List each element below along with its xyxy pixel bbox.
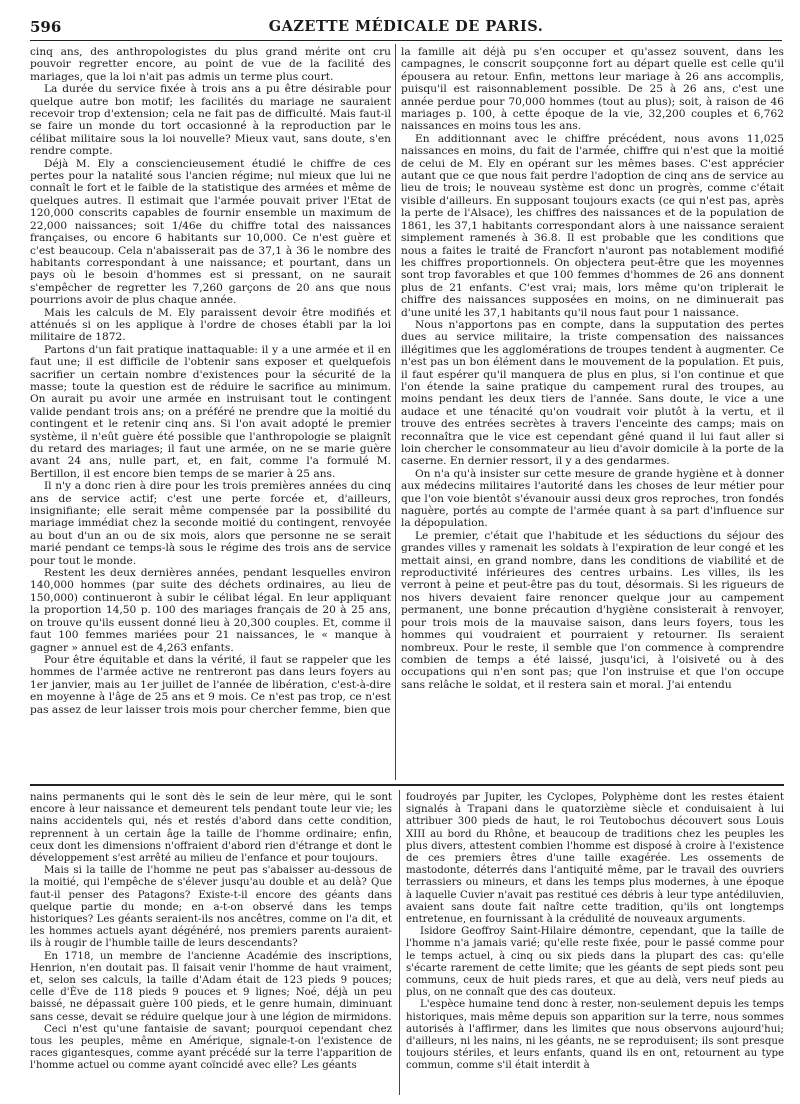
paragraph: Mais les calculs de M. Ely paraissent devoir être modifiés et atténués si on les applique à l'ordre de choses établi par la loi militaire de 1872. [30, 306, 391, 344]
paragraph: Partons d'un fait pratique inattaquable: il y a une armée et il en faut une; il est difficile de l'obtenir sans exposer et quelquefois sacrifier un certain nombre d'existences pour la sécurité de la masse; toute la question est de réduire le sacrifice au minimum. On aurait pu avoir une armée en instruisant tout le contingent valide pendant trois ans; on a préféré ne prendre que la moitié du contingent et le retenir cinq ans. Si l'on avait adopté le premier système, il n'eût guère été possible que l'anthropologie se plaignît du retard des mariages; il faut une armée, on ne se marie guère avant 24 ans, nulle part, et, en fait, comme l'a formulé M. Bertillon, il est encore bien temps de se marier à 25 ans. [30, 343, 391, 480]
journal-title: GAZETTE MÉDICALE DE PARIS. [268, 18, 544, 35]
paragraph: Restent les deux dernières années, pendant lesquelles environ 140,000 hommes (par suite des déchets ordinaires, au lieu de 150,000) continueront à subir le célibat légal. En leur appliquant la proportion 14,50 p. 100 des mariages français de 20 à 25 ans, on trouve qu'ils eussent donné lieu à 20,300 couples. Et, comme il faut 100 femmes mariées pour 21 naissances, le « manque à gagner » annuel est de 4,263 enfants. [30, 567, 391, 654]
paragraph: nains permanents qui le sont dès le sein de leur mère, qui le sont encore à leur naissance et demeurent tels pendant toute leur vie; les nains accidentels qui, nés et restés d'abord dans cette condition, reprennent à un certain âge la taille de l'homme ordinaire; enfin, ceux dont les dimensions n'offraient d'abord rien d'étrange et dont le développement s'est arrêté au milieu de l'enfance et pour toujours. [30, 792, 392, 865]
lower-right-column [406, 792, 784, 1092]
paragraph: foudroyés par Jupiter, les Cyclopes, Polyphème dont les restes étaient signalés à Trapani dans le quatorzième siècle et conduisaient à lui attribuer 300 pieds de haut, le roi Teutobochus découvert sous Louis XIII au bord du Rhône, et beaucoup de traditions chez les peuples les plus divers, attestent combien l'homme est disposé à croire à l'existence de ces premiers êtres d'une taille exagérée. Les ossements de mastodonte, déterrés dans l'antiquité même, par le travail des ouvriers terrassiers ou mineurs, et dans les temps plus modernes, à une époque à laquelle Cuvier n'avait pas restitué ces débris à leur type antédiluvien, avaient sans doute fait naître cette tradition, qu'ils ont longtemps entretenue, en fournissant à la crédulité de nouveaux arguments. [406, 792, 784, 926]
page-header [30, 14, 782, 41]
paragraph: L'espèce humaine tend donc à rester, non-seulement depuis les temps historiques, mais même depuis son apparition sur la terre, nous sommes autorisés à l'affirmer, dans les limites que nous observons aujourd'hui; d'ailleurs, ni les nains, ni les géants, ne se reproduisent; ils sont presque toujours stériles, et leurs enfants, quand ils en ont, retournent au type commun, comme s'il était interdit à [406, 999, 784, 1072]
paragraph: Pour être équitable et dans la vérité, il faut se rappeler que les hommes de l'armée active ne rentreront pas dans leurs foyers au 1er janvier, mais au 1er juillet de l'année de libération, c'est-à-dire en moyenne à l'âge de 25 ans et 9 mois. Ce n'est pas trop, ce n'est pas assez de leur laisser trois mois pour chercher femme, bien que [30, 653, 391, 716]
upper-right-column [401, 46, 784, 778]
paragraph: Ceci n'est qu'une fantaisie de savant; pourquoi cependant chez tous les peuples, même en Amérique, signale-t-on l'existence de races gigantesques, comme ayant précédé sur la terre l'apparition de l'homme actuel ou comme ayant coïncidé avec elle? Les géants [30, 1023, 392, 1072]
paragraph: cinq ans, des anthropologistes du plus grand mérite ont cru pouvoir regretter encore, au point de vue de la facilité des mariages, que la loi n'ait pas admis un terme plus court. [30, 46, 391, 83]
paragraph: Déjà M. Ely a consciencieusement étudié le chiffre de ces pertes pour la natalité sous l'ancien régime; nul mieux que lui ne connaît le fort et le faible de la statistique des armées et même de quelques autres. Il estimait que l'armée pouvait priver l'Etat de 120,000 conscrits capables de fournir ensemble un maximum de 22,000 naissances; soit 1/46e du chiffre total des naissances françaises, ou encore 6 habitants sur 10,000. Ce n'est guère et c'est beaucoup. Cela n'abaisserait pas de 37,1 à 36 le nombre des habitants correspondant à une naissance; et pourtant, dans un pays où le besoin d'hommes est si pressant, on ne saurait s'empêcher de regretter les 7,260 garçons de 20 ans que nous pourrions avoir de plus chaque année. [30, 157, 391, 307]
section-divider [30, 784, 784, 786]
paragraph: En 1718, un membre de l'ancienne Académie des inscriptions, Henrion, n'en doutait pas. Il faisait venir l'homme de haut vraiment, et, selon ses calculs, la taille d'Adam était de 123 pieds 9 pouces; celle d'Ève de 118 pieds 9 pouces et 9 lignes; Noé, déjà un peu baissé, ne dépassait guère 100 pieds, et le genre humain, diminuant sans cesse, devait se réduire quelque jour à une légion de mirmidons. [30, 950, 392, 1023]
paragraph: Isidore Geoffroy Saint-Hilaire démontre, cependant, que la taille de l'homme n'a jamais varié; qu'elle reste fixée, pour le passé comme pour le temps actuel, à cinq ou six pieds dans la plupart des cas: qu'elle s'écarte rarement de cette limite; que les géants de sept pieds sont peu communs, ceux de huit pieds rares, et que au delà, vers neuf pieds au plus, on ne connaît que des cas douteux. [406, 926, 784, 999]
paragraph: Le premier, c'était que l'habitude et les séductions du séjour des grandes villes y ramenait les soldats à l'expiration de leur congé et les mettait ainsi, en grand nombre, dans les conditions de viabilité et de reproductivité inférieures des centres urbains. Les villes, ils les verront à peine et peut-être pas du tout, désormais. Si les rigueurs de nos hivers devaient faire renoncer quelque jour au campement permanent, une bonne précaution d'hygiène consisterait à renvoyer, pour trois mois de la mauvaise saison, dans leurs foyers, tous les hommes qui voudraient et pourraient y retourner. Ils seraient nombreux. Pour le reste, il semble que l'on commence à comprendre combien de temps a été laissé, jusqu'ici, à l'oisiveté ou à des occupations qui n'en sont pas; que l'on instruise et que l'on occupe sans relâche le soldat, et il restera sain et moral. J'ai entendu [401, 529, 784, 691]
paragraph: On n'a qu'à insister sur cette mesure de grande hygiène et à donner aux médecins militaires l'autorité dans les choses de leur métier pour que l'on voie bientôt s'évanouir aussi deux gros reproches, tron fondés naguère, portés au compte de l'armée quant à sa part d'influence sur la dépopulation. [401, 467, 784, 530]
lower-left-column [30, 792, 392, 1092]
column-divider-upper [395, 44, 396, 780]
paragraph: Nous n'apportons pas en compte, dans la supputation des pertes dues au service militaire, la triste compensation des naissances illégitimes que les agglomérations de troupes tendent à augmenter. Ce n'est pas un bon élément dans le mouvement de la population. Et puis, il faut espérer qu'il manquera de plus en plus, si l'on continue et que l'on étende la saine pratique du campement rural des troupes, au moins pendant les deux tiers de l'année. Sans doute, le vice a une audace et une ténacité qu'on voudrait voir plutôt à la vertu, et il trouve des entrées secrètes à travers l'enceinte des camps; mais on reconnaîtra que le vice est cependant gêné quand il lui faut aller si loin chercher le consommateur au lieu d'avoir domicile à la porte de la caserne. En dernier ressort, il y a des gendarmes. [401, 318, 784, 468]
paragraph: La durée du service fixée à trois ans a pu être désirable pour quelque autre bon motif; les facilités du mariage ne sauraient recevoir trop d'extension; cela ne fait pas de difficulté. Mais faut-il se faire un monde du tort occasionné à la reproduction par le célibat militaire sous la loi nouvelle? Mieux vaut, sans doute, s'en rendre compte. [30, 83, 391, 158]
paragraph: la famille ait déjà pu s'en occuper et qu'assez souvent, dans les campagnes, le conscrit soupçonne fort au départ quelle est celle qu'il épousera au retour. Enfin, mettons leur mariage à 26 ans accomplis, puisqu'il est raisonnablement possible. De 25 à 26 ans, c'est une année perdue pour 70,000 hommes (tout au plus); soit, à raison de 46 mariages p. 100, à cette époque de la vie, 32,200 couples et 6,762 naissances en moins tous les ans. [401, 46, 784, 133]
page-number: 596 [30, 18, 62, 36]
paragraph: En additionnant avec le chiffre précédent, nous avons 11,025 naissances en moins, du fait de l'armée, chiffre qui n'est que la moitié de celui de M. Ely en opérant sur les mêmes bases. C'est apprécier autant que ce que nous fait perdre l'adoption de cinq ans de service au lieu de trois; le nouveau système est donc un progrès, comme c'était visible d'ailleurs. En supposant toujours exacts (ce qui n'est pas, après la perte de l'Alsace), les chiffres des naissances et de la population de 1861, les 37,1 habitants correspondant alors à une naissance seraient simplement ramenés à 36.8. Il est probable que les conditions que nous a faites le traité de Francfort n'auront pas notablement modifié les chiffres proportionnels. On objectera peut-être que les moyennes sont trop favorables et que 100 femmes d'hommes de 26 ans donnent plus de 21 enfants. C'est vrai; mais, lors même qu'on triplerait le chiffre des naissances supposées en moins, on ne diminuerait pas d'une unité les 37,1 habitants qu'il nous faut pour 1 naissance. [401, 132, 784, 319]
column-divider-lower [399, 790, 400, 1095]
paragraph: Mais si la taille de l'homme ne peut pas s'abaisser au-dessous de la moitié, qui l'empêche de s'élever jusqu'au double et au delà? Que faut-il penser des Patagons? Existe-t-il encore des géants dans quelque partie du monde; en a-t-on observé dans les temps historiques? Les géants seraient-ils nos ancêtres, comme on l'a dit, et les hommes actuels ayant dégénéré, nos premiers parents auraient-ils à rougir de l'humble taille de leurs descendants? [30, 865, 392, 950]
paragraph: Il n'y a donc rien à dire pour les trois premières années du cinq ans de service actif; c'est une perte forcée et, d'ailleurs, insignifiante; elle serait même compensée par la possibilité du mariage immédiat chez la seconde moitié du contingent, renvoyée au bout d'un an ou de six mois, alors que personne ne se serait marié pendant ce temps-là sous le régime des trois ans de service pour tout le monde. [30, 480, 391, 567]
upper-left-column [30, 46, 391, 778]
